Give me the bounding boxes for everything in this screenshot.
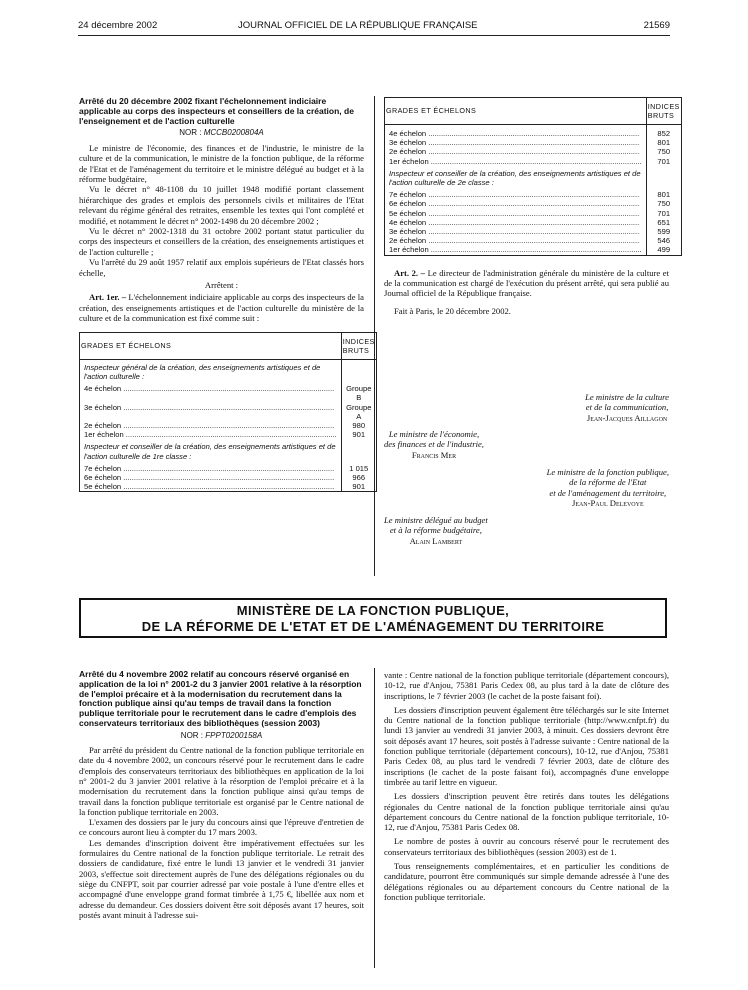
table-row: 3e échelon ..... 801 <box>385 138 682 147</box>
table-row: 6e échelon ..... 966 <box>80 473 377 482</box>
table-row: 1er échelon ..... 901 <box>80 430 377 439</box>
signatures <box>384 392 669 552</box>
table-2-col-grades: GRADES ET ÉCHELONS <box>385 98 647 125</box>
indices-table-2 <box>384 97 682 256</box>
arrete-1-article-2: Art. 2. – Le directeur de l'administration générale du ministère de la culture et de la communication est chargé de l'exécution du présent arrêté, qui sera publié au Journal officiel de la République française. <box>384 267 669 299</box>
column-divider-bottom <box>374 668 375 968</box>
table-row: 7e échelon ..... 1 015 <box>80 464 377 473</box>
arrete-2-para-2: L'examen des dossiers par le jury du concours ainsi que l'épreuve d'entretien de ce concours auront lieu à compter du 17 mars 2003. <box>79 817 364 838</box>
arrete-1-article-1: Art. 1er. – L'échelonnement indiciaire applicable au corps des inspecteurs de la création, des enseignements artistiques et de l'action culturelle du ministère de la culture et de la communication est fixé comme suit : <box>79 292 364 324</box>
table-row: 6e échelon ..... 750 <box>385 199 682 208</box>
ministry-banner <box>79 598 667 638</box>
table-row: 2e échelon ..... 546 <box>385 236 682 245</box>
arrete-1-para-1: Le ministre de l'économie, des finances et de l'industrie, le ministre de la culture et de la communication, le ministre de la fonction publique, de la réforme de l'Etat et de l'aménagement du territoire et le ministre délégué au budget et à la réforme budgétaire, <box>79 142 364 185</box>
arrete-2-para-4: vante : Centre national de la fonction publique territoriale (département concours), 10-12, rue d'Anjou, 75381 Paris Cedex 08, au plus tard à la date de clôture des inscriptions, le 7 février 2003 (le cachet de la poste faisant foi). <box>384 670 669 701</box>
page-number: 21569 <box>643 20 670 31</box>
arrete-2-title: Arrêté du 4 novembre 2002 relatif au concours réservé organisé en application de la loi n° 2001-2 du 3 janvier 2001 relative à la résorption de l'emploi précaire et à la modernisation du recrutement dans la fonction publique ainsi qu'au temps de travail dans la fonction publique territoriale pour le recrutement dans le cadre d'emplois des conservateurs territoriaux des bibliothèques (session 2003) <box>79 669 362 728</box>
indices-table-1 <box>79 332 377 493</box>
signature-budget: Le ministre délégué au budget et à la réforme budgétaire, Alain Lambert <box>384 515 488 546</box>
table-1-col-grades: GRADES ET ÉCHELONS <box>80 332 342 359</box>
table-row: 4e échelon ..... 651 <box>385 218 682 227</box>
arrete-1-fait: Fait à Paris, le 20 décembre 2002. <box>394 305 511 316</box>
banner-line-1: MINISTÈRE DE LA FONCTION PUBLIQUE, <box>236 603 510 618</box>
table-row: 3e échelon ..... Groupe A <box>80 403 377 421</box>
header-rule <box>78 35 670 36</box>
table-1-category-1: Inspecteur général de la création, des enseignements artistiques et de l'action culturelle : <box>80 359 342 384</box>
arrete-2-para-1: Par arrêté du président du Centre national de la fonction publique territoriale en date du 4 novembre 2002, un concours réservé pour le recrutement dans le cadre d'emplois des conservateurs territoriaux des bibliothèques en application de la loi n° 2001-2 du 3 janvier 2001 relative à la résorption de l'emploi précaire et à la modernisation du recrutement dans la fonction publique ainsi qu'au temps de travail dans la fonction publique territoriale est organisé par le Centre national de la fonction publique territoriale en 2003. <box>79 745 364 817</box>
table-row: 5e échelon ..... 701 <box>385 209 682 218</box>
arrete-2-para-7: Le nombre de postes à ouvrir au concours réservé pour le recrutement des conservateurs territoriaux des bibliothèques (session 2003) est de 1. <box>384 836 669 857</box>
table-row: 5e échelon ..... 901 <box>80 482 377 492</box>
arrete-1-para-2: Vu le décret n° 48-1108 du 10 juillet 1948 modifié portant classement hiérarchique des grades et emplois des personnels civils et militaires de l'Etat relevant du régime général des retraites, ensemble les textes qui l'ont complété et modifié, et notamment le décret n° 2002-1498 du 20 décembre 2002 ; <box>79 184 364 226</box>
table-row: 1er échelon ..... 499 <box>385 245 682 255</box>
table-row: 4e échelon ..... 852 <box>385 129 682 138</box>
table-row: 7e échelon ..... 801 <box>385 190 682 199</box>
table-2-category: Inspecteur et conseiller de la création, des enseignements artistiques et de l'action culturelle de 2e classe : <box>385 166 647 190</box>
arrete-2-para-6: Les dossiers d'inscription peuvent être retirés dans toutes les délégations régionales du Centre national de la fonction publique territoriale ainsi qu'au département concours du Centre national de la fonction publique territoriale, 10-12, rue d'Anjou, 75381 Paris Cedex 08. <box>384 791 669 833</box>
signature-fonction-publique: Le ministre de la fonction publique, de la réforme de l'Etat et de l'aménagement du territoire, Jean-Paul Delevoye <box>546 467 669 509</box>
table-row: 2e échelon ..... 750 <box>385 147 682 156</box>
table-row: 3e échelon ..... 599 <box>385 227 682 236</box>
issue-date: 24 décembre 2002 <box>78 20 158 31</box>
table-row: 4e échelon ..... Groupe B <box>80 384 377 402</box>
arrete-2-right-column <box>384 670 669 902</box>
arrete-2-nor: NOR : FPPT0200158A <box>180 730 263 740</box>
arrete-1-para-4: Vu l'arrêté du 29 août 1957 relatif aux emplois supérieurs de l'Etat classés hors échelle, <box>79 257 364 278</box>
arrete-2-para-3: Les demandes d'inscription doivent être impérativement effectuées sur les formulaires du Centre national de la fonction publique territoriale. Le retrait des dossiers de candidature, fixé entre le lundi 13 janvier et le vendredi 31 janvier 2003, s'effectue soit directement auprès de l'une des délégations régionales ou du siège du CNFPT, soit par courrier adressé par voie postale à l'une d'entre elles et accompagné d'une enveloppe grand format timbrée à 1,75 €, libellée aux nom et adresse du demandeur. Ces dossiers doivent être soit déposés avant 17 heures, soit postés avant minuit à l'adresse sui- <box>79 837 364 920</box>
arrete-1-right-column <box>384 97 680 316</box>
journal-title: JOURNAL OFFICIEL DE LA RÉPUBLIQUE FRANÇAISE <box>238 20 478 31</box>
table-1-category-2: Inspecteur et conseiller de la création, des enseignements artistiques et de l'action culturelle de 1re classe : <box>80 439 342 463</box>
arrete-1-left-column <box>79 96 375 492</box>
signature-economie: Le ministre de l'économie, des finances et de l'industrie, Francis Mer <box>384 429 484 460</box>
arrete-1-nor: NOR : MCCB0200804A <box>179 128 264 138</box>
table-2-col-indices: INDICES BRUTS <box>646 98 681 125</box>
table-row: 1er échelon ..... 701 <box>385 157 682 166</box>
banner-line-2: DE LA RÉFORME DE L'ETAT ET DE L'AMÉNAGEMENT DU TERRITOIRE <box>141 619 605 634</box>
signature-culture: Le ministre de la culture et de la communication, Jean-Jacques Aillagon <box>585 392 669 423</box>
table-row: 2e échelon ..... 980 <box>80 421 377 430</box>
arrete-1-arretent: Arrêtent : <box>204 280 239 291</box>
arrete-2-para-5: Les dossiers d'inscription peuvent également être téléchargés sur le site Internet du Centre national de la fonction publique territoriale (http://www.cnfpt.fr) du lundi 13 janvier au vendredi 31 janvier 2003, à minuit. Ces dossiers devront être soit déposés avant 17 heures, soit postés à l'adresse suivante : Centre national de la fonction publique territoriale (département concours), 10-12, rue d'Anjou, 75381 Paris Cedex 08, au plus tard le vendredi 7 février 2003, date de clôture des inscriptions (le cachet de la poste faisant foi), accompagnés d'une enveloppe timbrée au tarif lettre en vigueur. <box>384 704 669 787</box>
arrete-1-title: Arrêté du 20 décembre 2002 fixant l'échelonnement indiciaire applicable au corps des inspecteurs et conseillers de la création, de l'enseignement et de l'action culturelle <box>79 96 354 126</box>
arrete-2-para-8: Tous renseignements complémentaires, et en particulier les conditions de candidature, pourront être communiqués sur simple demande adressée à l'une des délégations régionales ou au département concours du Centre national de la fonction publique territoriale. <box>384 861 669 902</box>
arrete-2-left-column <box>79 670 364 920</box>
table-1-col-indices: INDICES BRUTS <box>341 332 376 359</box>
arrete-1-para-3: Vu le décret n° 2002-1318 du 31 octobre 2002 portant statut particulier du corps des inspecteurs et conseillers de la création, des enseignements artistiques et de l'action culturelle ; <box>79 226 364 257</box>
